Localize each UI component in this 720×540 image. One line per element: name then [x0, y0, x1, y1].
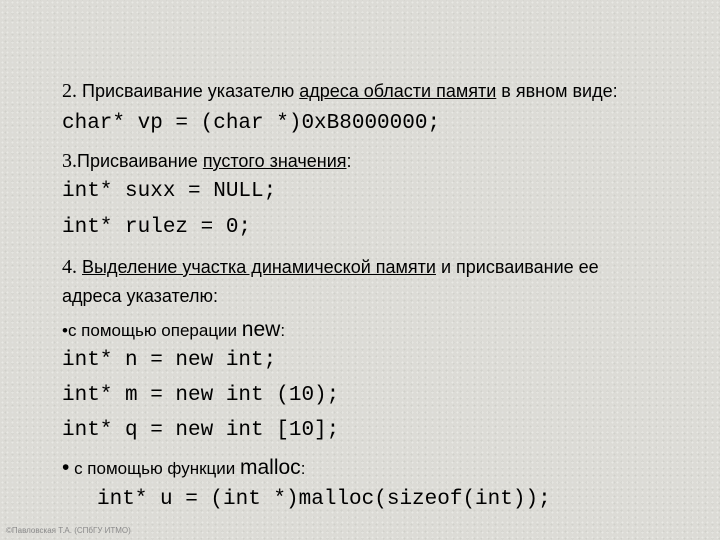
item-text: и присваивание ее: [435, 257, 599, 277]
item-text: Присваивание: [77, 151, 203, 171]
code-line-char-pointer: char* vp = (char *)0xB8000000;: [62, 112, 441, 135]
item-number: 3.: [62, 150, 77, 172]
code-line-new-int-init: int* m = new int (10);: [62, 384, 340, 407]
bullet-malloc: [62, 456, 305, 480]
item-4-continuation: адреса указателю:: [62, 286, 218, 306]
item-3-heading: [62, 150, 352, 173]
code-line-malloc: int* u = (int *)malloc(sizeof(int));: [97, 488, 551, 511]
code-line-new-int: int* n = new int;: [62, 349, 277, 372]
item-number: 2.: [62, 80, 77, 102]
underlined-term: Выделение участка динамической памяти: [82, 257, 436, 277]
keyword: malloc: [240, 456, 301, 479]
underlined-term: пустого значения: [202, 151, 347, 171]
colon: :: [300, 459, 306, 478]
colon: :: [280, 321, 286, 340]
item-text: Присваивание указателю: [77, 81, 300, 101]
bullet-new-operator: [62, 318, 285, 342]
item-text: в явном виде:: [496, 81, 618, 101]
code-line-zero: int* rulez = 0;: [62, 216, 252, 239]
bullet-text: с помощью операции: [67, 321, 242, 340]
bullet-text: с помощью функции: [69, 459, 240, 478]
footer-copyright: ©Павловская Т.А. (СПбГУ ИТМО): [6, 526, 131, 535]
item-text: :: [346, 151, 352, 171]
bullet-icon: •: [62, 456, 70, 479]
code-line-null: int* suxx = NULL;: [62, 180, 277, 203]
code-line-new-array: int* q = new int [10];: [62, 419, 340, 442]
bullet-icon: •: [62, 321, 68, 340]
item-4-heading: [62, 256, 599, 279]
item-number: 4.: [62, 256, 77, 278]
keyword: new: [241, 318, 281, 341]
item-2-heading: [62, 80, 618, 103]
underlined-term: адреса области памяти: [299, 81, 497, 101]
